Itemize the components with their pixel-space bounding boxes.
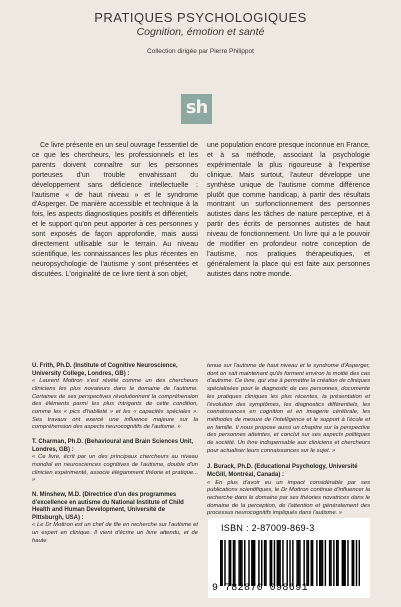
barcode-bar bbox=[308, 540, 309, 586]
barcode-bar bbox=[254, 540, 255, 586]
barcode-bar bbox=[296, 540, 297, 586]
barcode-bar bbox=[306, 540, 307, 586]
publisher-logo bbox=[181, 94, 212, 124]
barcode-bar bbox=[241, 540, 242, 586]
barcode-bar bbox=[342, 540, 343, 586]
barcode-bar bbox=[278, 540, 279, 586]
barcode-panel bbox=[208, 518, 370, 598]
barcode-bar bbox=[319, 540, 320, 586]
logo-text: sh bbox=[185, 97, 208, 118]
barcode-bar bbox=[311, 540, 312, 586]
barcode-bar bbox=[299, 540, 300, 586]
summary-right-column bbox=[207, 141, 370, 280]
quote-text: tenue sur l'autisme de haut niveau et le syndrome d'Asperger, dont on sait maintenant qu'ils forment environ la moitié des cas d'autisme. Ce livre, qui vise à permettre la création de cliniques spécialisées pour le diagnostic de ces personnes, documente les pratiques cliniques les plus récentes, la présentation et l'évolution des symptômes, les diagnostics différentiels, les connaissances en cognition et en imagerie cérébrale, les méthodes de mesure de l'intelligence et le support à l'école et en famille. Il nous propose aussi un chapitre sur la perspective des personnes atteintes, et conclut sur ses aspects politiques de société. Un livre indispensable aux cliniciens et chercheurs pour actualiser leurs connaissances sur le sujet. » bbox=[207, 363, 370, 454]
barcode-bar bbox=[244, 540, 245, 586]
barcode-digits: 9 782870 098691 bbox=[212, 583, 309, 594]
quote-author: T. Charman, Ph.D. (Behavioural and Brain Sciences Unit, Londres, GB) : bbox=[32, 439, 194, 453]
barcode-bar bbox=[248, 540, 249, 586]
quote-text: « Ce livre, écrit par un des principaux chercheurs au niveau mondial en neurosciences cognitives de l'autisme, double d'un clinicien expérimenté, associe élégamment théorie et pratique... » bbox=[32, 454, 198, 484]
quote-text: « Laurent Mottron s'est révélé comme un des chercheurs cliniciens les plus novateurs dans le domaine de l'autisme. Certaines de ses perspectives révolutionnent la compréhension des éléments parmi les plus intrigants de cette condition, comme les « pics d'habileté » et les « capacités spéciales ». Ses travaux ont exercé une influence majeure sur la compréhension des aspects neurocognitifs de l'autisme. » bbox=[32, 378, 198, 431]
testimonials-left bbox=[32, 363, 198, 553]
collection-editor: Collection dirigée par Pierre Philippot bbox=[147, 48, 254, 55]
barcode-bar bbox=[316, 540, 317, 586]
barcode-bar bbox=[289, 540, 290, 586]
barcode-bars bbox=[220, 540, 360, 586]
barcode-bar bbox=[347, 540, 348, 586]
summary-paragraph: une population encore presque inconnue en France, et à sa méthode, associant la psychologie expérimentale la plus rigoureuse à l'expertise clinique. Mais surtout, l'auteur développe une synthèse unique de l'autisme comme différence plutôt que comme handicap, à partir des résultats montrant un surfonctionnement des personnes autistes dans les tâches de nature perceptive, et à partir des écrits de personnes autistes de haut niveau de fonctionnement. Un livre qui a le pouvoir de modifier en profondeur notre conception de l'autisme, nos pratiques thérapeutiques, et généralement la place qui est faite aux personnes autistes dans notre monde. bbox=[207, 142, 370, 278]
barcode-bar bbox=[264, 540, 265, 586]
barcode-bar bbox=[233, 540, 234, 586]
barcode-bar bbox=[320, 540, 321, 586]
barcode-bar bbox=[279, 540, 280, 586]
barcode-bar bbox=[274, 540, 275, 586]
barcode-bar bbox=[271, 540, 272, 586]
barcode-bar bbox=[253, 540, 254, 586]
barcode-bar bbox=[337, 540, 338, 586]
barcode-bar bbox=[277, 540, 278, 586]
quote-author: N. Minshew, M.D. (Directrice d'un des programmes d'excellence en autisme du National Institute of Child Health and Human Development, Université de Pittsburgh, USA) : bbox=[32, 492, 184, 521]
barcode-bar bbox=[353, 540, 354, 586]
barcode-bar bbox=[292, 540, 293, 586]
barcode-bar bbox=[240, 540, 241, 586]
barcode-bar bbox=[282, 540, 283, 586]
barcode-bar bbox=[258, 540, 259, 586]
quote-author: U. Frith, Ph.D. (Institute of Cognitive Neuroscience, University College, Londres, GB) : bbox=[32, 363, 178, 377]
summary-left-column bbox=[32, 141, 198, 280]
quote-text: « Le Dr Mottron est un chef de file en recherche sur l'autisme et un expert en clinique. Il vient d'écrire un livre attendu, et de haute bbox=[32, 522, 198, 544]
barcode-bar bbox=[359, 540, 360, 586]
barcode-bar bbox=[265, 540, 266, 586]
barcode-bar bbox=[220, 540, 221, 586]
quote-author: J. Burack, Ph.D. (Educational Psychology, Université McGill, Montréal, Canada) : bbox=[207, 464, 358, 479]
barcode-bar bbox=[251, 540, 252, 586]
barcode-bar bbox=[238, 540, 239, 586]
barcode-bar bbox=[352, 540, 353, 586]
barcode-bar bbox=[322, 540, 323, 586]
testimonials-right bbox=[207, 363, 370, 525]
summary-paragraph: Ce livre présente en un seul ouvrage l'essentiel de ce que les chercheurs, les professionnels et les parents doivent connaître sur les personnes porteuses d'un trouble envahissant du développement sans déficience intellectuelle : l'autisme « de haut niveau » et le syndrome d'Asperger. De manière accessible et technique à la fois, les aspects diagnostiques positifs et différentiels et le support qu'on peut apporter à ces personnes y sont exposés de façon approfondie, mais aussi directement utilisable sur le terrain. Au niveau scientifique, les connaissances les plus récentes en neuropsychologie de l'autisme y sont présentées et discutées. L'originalité de ce livre tient à son objet, bbox=[32, 142, 198, 278]
barcode-bar bbox=[234, 540, 235, 586]
series-title: PRATIQUES PSYCHOLOGIQUES bbox=[94, 10, 307, 25]
barcode-bar bbox=[286, 540, 287, 586]
barcode-bar bbox=[343, 540, 344, 586]
barcode-bar bbox=[330, 540, 331, 586]
barcode-bar bbox=[303, 540, 304, 586]
header bbox=[0, 8, 401, 55]
barcode-bar bbox=[336, 540, 337, 586]
barcode-bar bbox=[333, 540, 334, 586]
barcode-bar bbox=[221, 540, 222, 586]
barcode-bar bbox=[329, 540, 330, 586]
barcode-bar bbox=[261, 540, 262, 586]
barcode-bar bbox=[312, 540, 313, 586]
barcode-bar bbox=[228, 540, 229, 586]
barcode-bar bbox=[325, 540, 326, 586]
barcode-bar bbox=[344, 540, 345, 586]
isbn-label: ISBN : 2-87009-869-3 bbox=[221, 523, 315, 533]
barcode-bar bbox=[269, 540, 270, 586]
barcode-bar bbox=[230, 540, 231, 586]
series-subtitle: Cognition, émotion et santé bbox=[136, 26, 265, 38]
barcode-bar bbox=[298, 540, 299, 586]
barcode-bar bbox=[356, 540, 357, 586]
quote-text: « En plus d'avoir eu un impact considérable par ses publications scientifiques, le Dr Mottron continue d'influencer la recherche dans le domaine par ses théories novatrices dans le domaine de la perception, de l'attention et généralement des processus neurocognitifs impliqués dans l'autisme. » bbox=[207, 479, 370, 517]
barcode-bar bbox=[224, 540, 225, 586]
